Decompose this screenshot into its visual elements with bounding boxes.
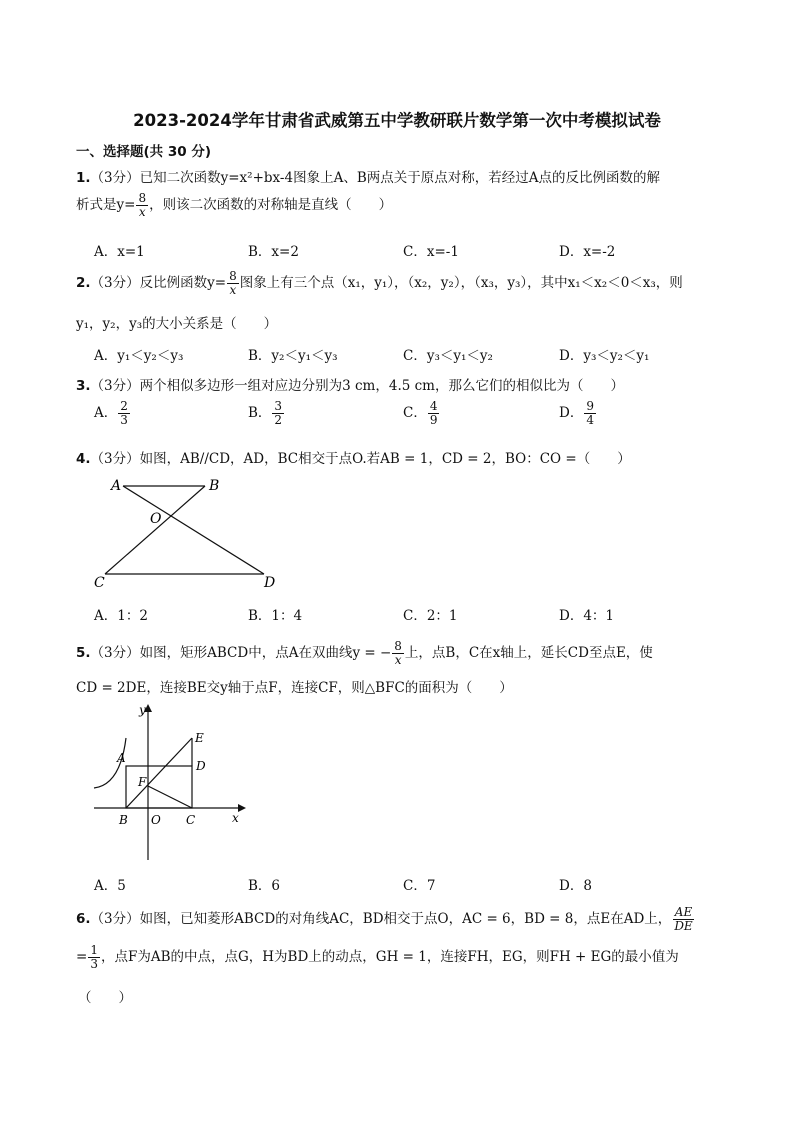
question-1-line-2 — [76, 192, 392, 219]
fraction: $\frac{9}{4}$ — [586, 399, 594, 428]
question-4-number: 4. — [76, 451, 91, 467]
question-4-line-1 — [76, 447, 631, 467]
question-5-text-a: （3分）如图，矩形ABCD中，点A在双曲线y = − — [90, 645, 392, 662]
label-c: C — [186, 813, 196, 827]
question-6-text-a: （3分）如图，已知菱形ABCD的对角线AC，BD相交于点O，AC = 6，BD = 8，点E在AD上， — [90, 911, 672, 928]
question-1-option-b[interactable]: B．x=2 — [248, 244, 299, 260]
question-6-line-2 — [76, 944, 679, 971]
question-5-text-b: 上，点B，C在x轴上，延长CD至点E，使 — [404, 645, 653, 662]
segment-bc — [105, 486, 205, 574]
label-a: A — [111, 478, 122, 494]
question-3-line-1 — [76, 374, 624, 394]
fraction: $\frac{1}{3}$ — [90, 943, 98, 972]
question-2-option-a[interactable]: A．y₁＜y₂＜y₃ — [94, 348, 184, 364]
label-f: F — [138, 775, 147, 789]
question-3-text: （3分）两个相似多边形一组对应边分别为3 cm，4.5 cm，那么它们的相似比为（ ） — [90, 378, 624, 394]
question-1-option-d[interactable]: D．x=-2 — [559, 244, 616, 260]
label-x: x — [232, 811, 239, 825]
question-5-option-d[interactable]: D．8 — [559, 878, 592, 894]
question-2-line-1 — [76, 270, 683, 297]
label-o: O — [150, 511, 162, 527]
question-1-option-a[interactable]: A．x=1 — [94, 244, 145, 260]
segment-cf — [148, 786, 192, 808]
fraction: $\frac{8}{x}$ — [138, 191, 147, 220]
question-2-option-d[interactable]: D．y₃＜y₂＜y₁ — [559, 348, 650, 364]
question-6-text-b: ，点F为AB的中点，点G，H为BD上的动点，GH = 1，连接FH，EG，则FH + EG的最小值为 — [100, 949, 679, 966]
label-d: D — [196, 759, 206, 773]
question-1-text: （3分）已知二次函数y=x²+bx-4图象上A、B两点关于原点对称，若经过A点的反比例函数的解 — [90, 170, 660, 186]
question-1-option-c[interactable]: C．x=-1 — [403, 244, 459, 260]
label-b: B — [209, 478, 220, 494]
question-5-option-a[interactable]: A．5 — [94, 878, 126, 894]
x-axis-arrow — [238, 804, 246, 812]
question-2-text-b: 图象上有三个点（x₁，y₁），（x₂，y₂），（x₃，y₃），其中x₁＜x₂＜0＜x₃，则 — [239, 275, 683, 292]
question-6-line-1 — [76, 906, 696, 933]
question-2-option-c[interactable]: C．y₃＜y₁＜y₂ — [403, 348, 493, 364]
label-e: E — [195, 731, 204, 745]
question-2-text-a: （3分）反比例函数y= — [90, 275, 227, 292]
section-heading: 一、选择题(共 30 分) — [76, 144, 212, 160]
page-title: 2023-2024学年甘肃省武威第五中学教研联片数学第一次中考模拟试卷 — [133, 111, 661, 130]
question-5-option-b[interactable]: B．6 — [248, 878, 281, 894]
question-5-line-1 — [76, 640, 653, 667]
question-5-option-c[interactable]: C．7 — [403, 878, 436, 894]
question-4-text: （3分）如图，AB//CD，AD，BC相交于点O.若AB = 1，CD = 2，BO：CO =（ ） — [90, 451, 631, 467]
question-1-text-a: 析式是y= — [76, 197, 136, 214]
label-o: O — [151, 813, 161, 827]
question-1-text-b: ，则该二次函数的对称轴是直线（ ） — [149, 197, 393, 214]
fraction: $\frac{8}{x}$ — [394, 639, 402, 668]
segment-ad — [123, 486, 264, 574]
question-4-option-c[interactable]: C．2：1 — [403, 608, 458, 624]
fraction: $\frac{4}{9}$ — [429, 399, 438, 428]
question-3-number: 3. — [76, 378, 91, 394]
question-3-option-c[interactable]: C． $\frac{4}{9}$ — [403, 399, 438, 428]
label-c: C — [94, 575, 105, 591]
question-4-option-b[interactable]: B．1：4 — [248, 608, 303, 624]
question-5-number: 5. — [76, 645, 91, 662]
question-5-line-2: CD = 2DE，连接BE交y轴于点F，连接CF，则△BFC的面积为（ ） — [76, 680, 513, 696]
question-4-option-a[interactable]: A．1：2 — [94, 608, 148, 624]
question-3-option-b[interactable]: B． $\frac{3}{2}$ — [248, 399, 283, 428]
segment-be — [126, 738, 192, 808]
fraction: $\frac{2}{3}$ — [120, 399, 128, 428]
question-3-option-a[interactable]: A． $\frac{2}{3}$ — [94, 399, 128, 428]
fraction: $\frac{8}{x}$ — [229, 269, 237, 298]
question-2-option-b[interactable]: B．y₂＜y₁＜y₃ — [248, 348, 338, 364]
question-4-option-d[interactable]: D．4：1 — [559, 608, 615, 624]
fraction: $\frac{AE}{DE}$ — [674, 905, 693, 934]
question-2-number: 2. — [76, 275, 91, 292]
question-6-line-3: （ ） — [78, 990, 132, 1006]
label-d: D — [264, 575, 276, 591]
question-6-number: 6. — [76, 911, 91, 928]
question-1-line-1 — [76, 166, 660, 186]
question-2-line-2: y₁，y₂，y₃的大小关系是（ ） — [76, 316, 278, 332]
label-a: A — [117, 751, 126, 765]
label-y: y — [139, 703, 146, 717]
question-5-figure — [86, 700, 256, 865]
label-b: B — [119, 813, 128, 827]
question-1-number: 1. — [76, 170, 91, 186]
question-4-figure — [88, 472, 288, 594]
question-3-option-d[interactable]: D． $\frac{9}{4}$ — [559, 399, 594, 428]
question-6-text-a2: = — [76, 949, 88, 966]
fraction: $\frac{3}{2}$ — [274, 399, 283, 428]
